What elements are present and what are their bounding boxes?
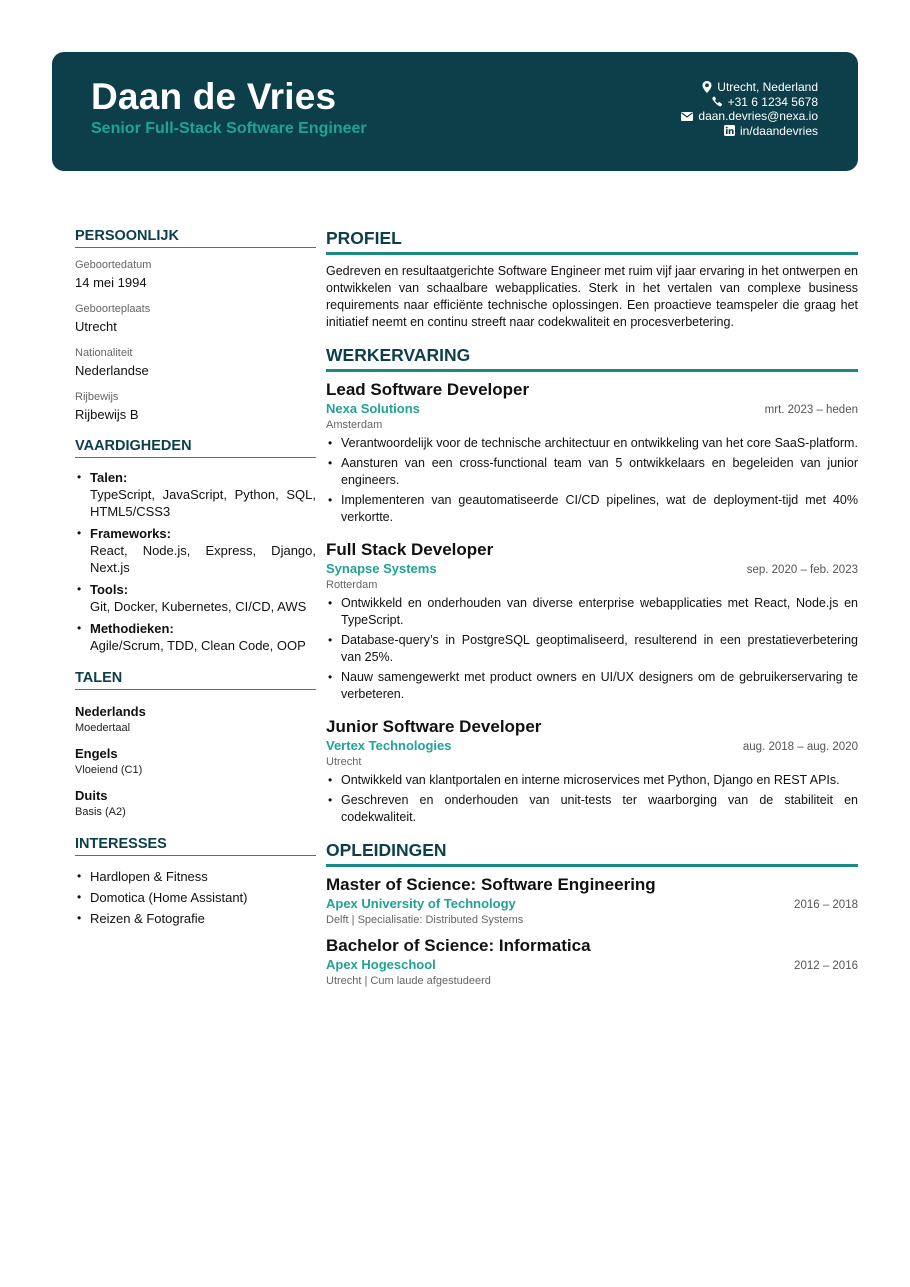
job-entry [326,540,858,703]
job-entry [326,380,858,526]
candidate-name: Daan de Vries [91,76,337,117]
envelope-icon [681,112,693,121]
job-meta [326,738,858,753]
job-bullets [326,772,858,826]
personal-field [75,391,316,422]
personal-value: 14 mei 1994 [75,275,147,290]
skill-label: • Tools: [90,582,129,597]
section-heading-skills: VAARDIGHEDEN [75,438,316,458]
job-company: Synapse Systems [326,561,437,576]
phone-text: +31 6 1234 5678 [727,94,818,109]
job-entry-title: Junior Software Developer [326,717,542,736]
skills-list [75,469,316,654]
education-meta [326,957,858,972]
language-name: Duits [75,788,108,803]
contact-linkedin [681,124,818,139]
location-text: Utrecht, Nederland [717,80,818,94]
job-location: Amsterdam [326,419,383,431]
email-text: daan.devries@nexa.io [698,109,818,123]
personal-value: Rijbewijs B [75,407,139,422]
section-heading-languages: TALEN [75,670,316,690]
skill-item [75,620,316,654]
personal-label: Nationaliteit [75,347,133,359]
section-heading-education: OPLEIDINGEN [326,840,858,867]
skill-value: TypeScript, JavaScript, Python, SQL, HTML5/CSS3 [90,487,316,519]
education-details: Delft | Specialisatie: Distributed Systems [326,914,524,926]
job-bullet: • Ontwikkeld en onderhouden van diverse enterprise webapplicaties met React, Node.js en TypeScript. [326,595,858,629]
job-bullet: • Implementeren van geautomatiseerde CI/CD pipelines, wat de deployment-tijd met 40% verkortte. [326,492,858,526]
job-location: Utrecht [326,756,362,768]
contact-location [681,80,818,95]
language-item [75,704,316,734]
job-bullets [326,435,858,526]
skill-label: • Frameworks: [90,526,171,541]
personal-label: Rijbewijs [75,391,119,403]
job-bullet: • Verantwoordelijk voor de technische architectuur en ontwikkeling van het core SaaS-platform. [326,435,858,452]
education-school: Apex University of Technology [326,896,516,911]
job-entry-title: Full Stack Developer [326,540,494,559]
job-bullets [326,595,858,703]
personal-field [75,303,316,334]
job-entry [326,717,858,826]
section-heading-profile: PROFIEL [326,228,858,255]
job-bullet: • Nauw samengewerkt met product owners en UI/UX designers om de gebruikerservaring te verbeteren. [326,669,858,703]
interest-item: • Domotica (Home Assistant) [75,889,316,906]
profile-text: Gedreven en resultaatgerichte Software Engineer met ruim vijf jaar ervaring in het ontwerpen en ontwikkelen van schaalbare webapplicaties. Sterk in het vertalen van complexe business requirements naar efficiënte technische oplossingen. Een proactieve teamspeler die graag het initiatief neemt en continu streeft naar codekwaliteit en procesverbetering. [326,264,858,329]
skill-value: Git, Docker, Kubernetes, CI/CD, AWS [90,599,307,614]
interests-list [75,868,316,927]
job-location: Rotterdam [326,579,378,591]
contact-info [681,80,818,138]
job-bullet: • Ontwikkeld van klantportalen en interne microservices met Python, Django en REST APIs. [326,772,858,789]
language-item [75,746,316,776]
interest-item: • Hardlopen & Fitness [75,868,316,885]
personal-label: Geboorteplaats [75,303,151,315]
job-title: Senior Full-Stack Software Engineer [91,120,367,137]
skill-value: React, Node.js, Express, Django, Next.js [90,543,316,575]
education-school: Apex Hogeschool [326,957,436,972]
education-degree: Bachelor of Science: Informatica [326,936,591,955]
personal-label: Geboortedatum [75,259,152,271]
linkedin-icon [724,125,735,136]
job-meta [326,401,858,416]
skill-item [75,525,316,576]
language-item [75,788,316,818]
education-details: Utrecht | Cum laude afgestudeerd [326,975,491,987]
linkedin-text: in/daandevries [739,123,818,138]
job-bullet: • Database-query’s in PostgreSQL geoptimaliseerd, resulterend in een prestatieverbetering van 25%. [326,632,858,666]
personal-value: Utrecht [75,319,117,334]
skill-item [75,469,316,520]
personal-value: Nederlandse [75,363,149,378]
language-level: Moedertaal [75,722,131,734]
language-name: Nederlands [75,704,146,719]
skill-label: • Talen: [90,470,128,485]
education-entry [326,936,858,987]
job-bullet: • Geschreven en onderhouden van unit-tests ter waarborging van de stabiliteit en codekwaliteit. [326,792,858,826]
section-heading-interests: INTERESSES [75,836,316,856]
section-heading-personal: PERSOONLIJK [75,228,316,248]
education-meta [326,896,858,911]
language-level: Basis (A2) [75,806,126,818]
job-meta [326,561,858,576]
education-period: 2012 – 2016 [794,960,858,972]
language-name: Engels [75,746,118,761]
job-bullet: • Aansturen van een cross-functional team van 5 ontwikkelaars en begeleiden van junior engineers. [326,455,858,489]
job-company: Vertex Technologies [326,738,452,753]
job-company: Nexa Solutions [326,401,420,416]
main-content [326,228,858,997]
education-degree: Master of Science: Software Engineering [326,875,656,894]
section-heading-experience: WERKERVARING [326,345,858,372]
skill-item [75,581,316,615]
job-period: sep. 2020 – feb. 2023 [746,564,858,576]
education-period: 2016 – 2018 [794,899,858,911]
interest-item: • Reizen & Fotografie [75,910,316,927]
job-entry-title: Lead Software Developer [326,380,530,399]
phone-icon [712,96,723,107]
cv-header [52,52,858,171]
language-level: Vloeiend (C1) [75,764,143,776]
skill-value: Agile/Scrum, TDD, Clean Code, OOP [90,638,306,653]
sidebar [75,228,316,931]
contact-email [681,109,818,124]
personal-field [75,347,316,378]
skill-label: • Methodieken: [90,621,174,636]
contact-phone [681,95,818,110]
job-period: mrt. 2023 – heden [764,404,858,416]
job-period: aug. 2018 – aug. 2020 [742,741,858,753]
personal-field [75,259,316,290]
map-pin-icon [702,81,712,93]
education-entry [326,875,858,926]
